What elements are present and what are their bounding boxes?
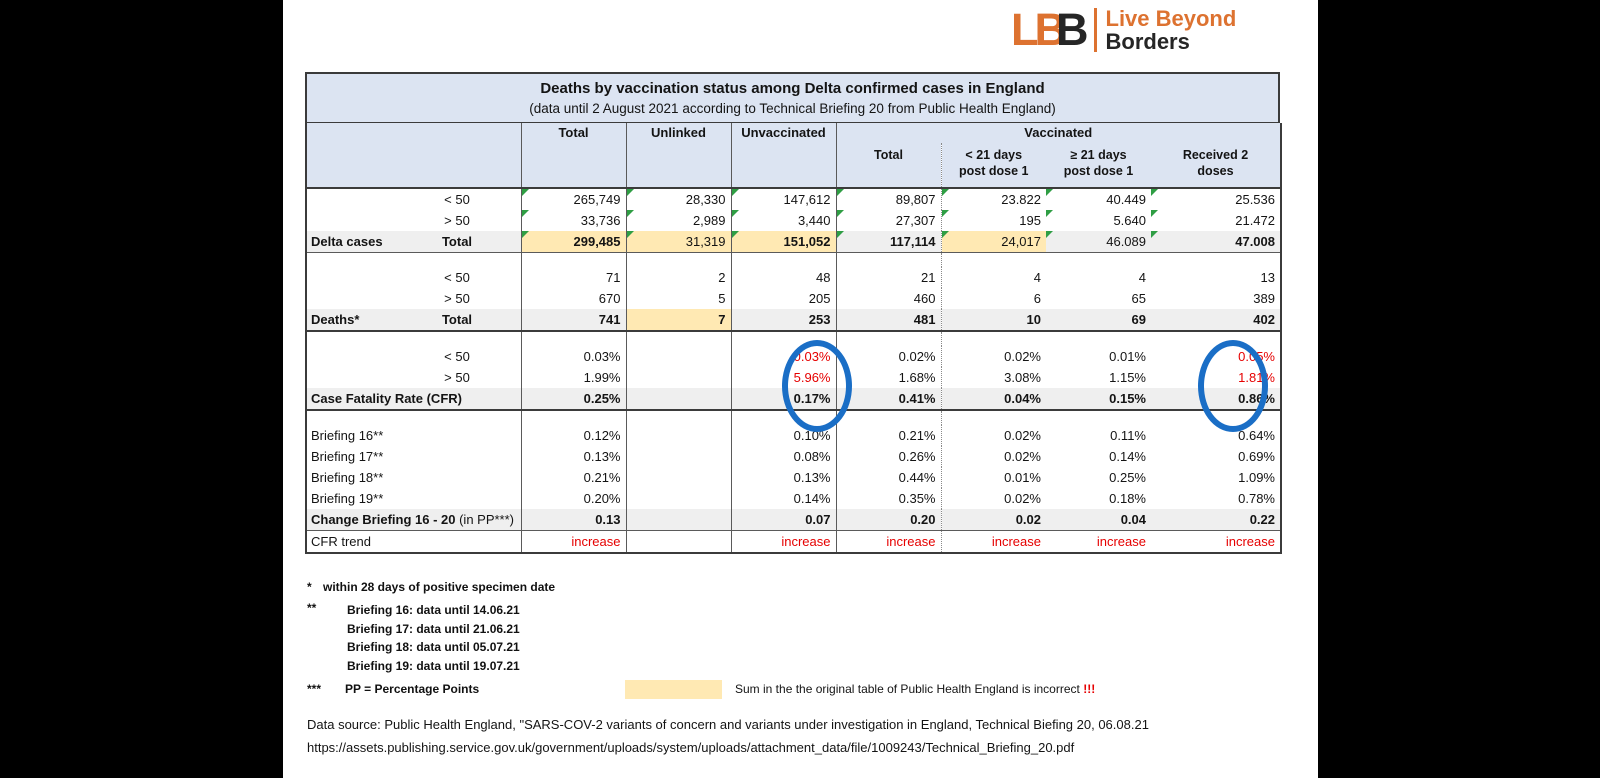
annotation-circle-unvaccinated-cfr xyxy=(782,340,852,432)
table-cell: 46.089 xyxy=(1046,231,1151,253)
table-cell: 28,330 xyxy=(626,188,731,210)
table-cell: 1.09% xyxy=(1238,470,1275,485)
table-row xyxy=(306,188,1281,210)
header-received-2-doses xyxy=(1151,143,1281,188)
table-cell: 0.69% xyxy=(1238,449,1275,464)
table-row xyxy=(306,231,1281,253)
table-cell: 0.15% xyxy=(1046,388,1151,410)
footnote-briefing-line: Briefing 18: data until 05.07.21 xyxy=(347,640,520,654)
table-cell: 205 xyxy=(731,288,836,309)
table-cell: 0.17% xyxy=(731,388,836,410)
table-cell xyxy=(521,410,626,425)
table-cell: increase xyxy=(1225,534,1275,549)
header-vaccinated-group: Vaccinated xyxy=(836,123,1281,143)
row-label-cell: > 50 xyxy=(444,370,470,385)
footnote-briefing-lines xyxy=(347,601,520,675)
table-row xyxy=(306,309,1281,331)
table-cell xyxy=(626,509,731,531)
row-label-cell xyxy=(306,410,521,425)
table-cell: 460 xyxy=(836,288,941,309)
table-cell: 1.68% xyxy=(836,367,941,388)
table-cell: 1.15% xyxy=(1109,370,1146,385)
table-cell xyxy=(1151,253,1281,268)
table-cell: 48 xyxy=(731,267,836,288)
highlight-note-exclamation: !!! xyxy=(1083,682,1096,696)
table-cell: 0.03% xyxy=(521,346,626,367)
table-cell: 402 xyxy=(1151,309,1281,331)
table-cell: 151,052 xyxy=(731,231,836,253)
header-line: post dose 1 xyxy=(959,164,1029,178)
table-cell xyxy=(941,331,1046,346)
table-cell: 0.78% xyxy=(1238,491,1275,506)
table-cell: 0.22 xyxy=(1151,509,1281,531)
table-cell: 670 xyxy=(521,288,626,309)
table-subtitle: (data until 2 August 2021 according to Technical Briefing 20 from Public Health England) xyxy=(529,101,1056,116)
table-cell: 4 xyxy=(941,267,1046,288)
data-table xyxy=(305,123,1282,554)
annotation-circle-received2doses-cfr xyxy=(1198,340,1268,432)
header-lt-21-days xyxy=(941,143,1046,188)
table-cell xyxy=(836,331,941,346)
table-cell: 0.26% xyxy=(836,446,941,467)
header-line: < 21 days xyxy=(965,148,1023,162)
header-unlinked: Unlinked xyxy=(626,123,731,188)
table-cell: 265,749 xyxy=(521,188,626,210)
row-label-cell: Briefing 16** xyxy=(311,428,384,443)
table-cell xyxy=(941,253,1046,268)
footnote-text: PP = Percentage Points xyxy=(345,682,480,696)
table-cell: 0.13% xyxy=(731,467,836,488)
header-line: Received 2 xyxy=(1182,148,1249,162)
table-cell: 31,319 xyxy=(626,231,731,253)
table-cell: 195 xyxy=(941,210,1046,231)
row-label-cell: < 50 xyxy=(444,192,470,207)
footnote-briefing-line: Briefing 17: data until 21.06.21 xyxy=(347,621,520,636)
table-cell: 65 xyxy=(1131,291,1146,306)
content-area xyxy=(283,0,1318,778)
table-cell: 0.25% xyxy=(521,388,626,410)
table-title-block xyxy=(305,72,1280,123)
footnote-pp xyxy=(307,682,479,696)
table-cell: 25.536 xyxy=(1151,188,1281,210)
row-label-cell: Briefing 19** xyxy=(311,491,384,506)
header-line: doses xyxy=(1197,164,1234,178)
table-row xyxy=(306,288,1281,309)
logo-name xyxy=(1106,7,1237,53)
table-cell: 5.96% xyxy=(731,367,836,388)
row-label-cell xyxy=(306,253,521,268)
table-cell: 0.64% xyxy=(1238,428,1275,443)
table-cell xyxy=(626,531,731,554)
live-beyond-borders-logo xyxy=(1011,6,1236,54)
row-label-cell: > 50 xyxy=(444,213,470,228)
table-row xyxy=(306,531,1281,554)
table-cell: 0.44% xyxy=(836,467,941,488)
table-cell: 2,989 xyxy=(626,210,731,231)
table-cell: 0.13% xyxy=(521,446,626,467)
table-cell: 0.02% xyxy=(941,425,1046,446)
lbb-logo-icon: LBB xyxy=(1011,4,1085,55)
table-cell: 0.14% xyxy=(1109,449,1146,464)
row-label-cell: > 50 xyxy=(444,291,470,306)
deaths-table xyxy=(305,72,1280,554)
table-cell xyxy=(626,253,731,268)
table-cell: 0.04% xyxy=(941,388,1046,410)
row-label-cell: Briefing 18** xyxy=(311,470,384,485)
table-cell: 21.472 xyxy=(1151,210,1281,231)
table-cell: 0.01% xyxy=(941,467,1046,488)
logo-divider xyxy=(1094,8,1097,52)
table-cell: 0.02% xyxy=(941,488,1046,509)
table-cell: 3,440 xyxy=(731,210,836,231)
table-cell xyxy=(626,388,731,410)
table-cell xyxy=(1046,331,1151,346)
table-cell xyxy=(626,425,731,446)
table-cell: 1.99% xyxy=(521,367,626,388)
row-label-cell: < 50 xyxy=(444,270,470,285)
table-cell: 0.21% xyxy=(836,425,941,446)
footnote-briefing-line: Briefing 19: data until 19.07.21 xyxy=(347,658,520,673)
table-row xyxy=(306,446,1281,467)
table-cell: increase xyxy=(941,531,1046,554)
header-row-1 xyxy=(306,123,1281,143)
highlight-legend-note xyxy=(735,682,1095,696)
table-cell: 741 xyxy=(521,309,626,331)
table-cell: increase xyxy=(836,531,941,554)
table-cell: increase xyxy=(521,531,626,554)
table-row xyxy=(306,210,1281,231)
table-cell: 0.02% xyxy=(836,346,941,367)
table-row xyxy=(306,253,1281,268)
table-cell: 147,612 xyxy=(731,188,836,210)
table-cell: 5.640 xyxy=(1046,210,1151,231)
table-cell: 69 xyxy=(1046,309,1151,331)
table-cell: 0.12% xyxy=(521,425,626,446)
table-cell: 0.20 xyxy=(836,509,941,531)
table-cell: 0.03% xyxy=(731,346,836,367)
header-line: Total xyxy=(874,148,903,162)
table-cell: 0.86% xyxy=(1151,388,1281,410)
table-cell: 0.02% xyxy=(941,346,1046,367)
table-cell: 0.18% xyxy=(1109,491,1146,506)
row-label-cell xyxy=(306,331,521,346)
table-cell: 10 xyxy=(941,309,1046,331)
header-line: post dose 1 xyxy=(1063,164,1134,178)
footnote-marker: *** xyxy=(307,682,322,696)
table-cell xyxy=(626,467,731,488)
header-line: ≥ 21 days xyxy=(1070,148,1127,162)
table-cell: 481 xyxy=(836,309,941,331)
table-row xyxy=(306,509,1281,531)
table-cell: 47.008 xyxy=(1151,231,1281,253)
highlight-legend-swatch xyxy=(625,680,722,699)
table-cell xyxy=(626,488,731,509)
table-row xyxy=(306,267,1281,288)
table-cell: 389 xyxy=(1253,291,1275,306)
table-cell: 0.21% xyxy=(521,467,626,488)
table-cell: 89,807 xyxy=(836,188,941,210)
table-cell xyxy=(626,346,731,367)
table-cell xyxy=(836,253,941,268)
header-unvaccinated: Unvaccinated xyxy=(731,123,836,188)
table-cell xyxy=(626,331,731,346)
table-cell: 0.01% xyxy=(1109,349,1146,364)
table-title: Deaths by vaccination status among Delta confirmed cases in England xyxy=(540,80,1045,97)
row-label-cell: Case Fatality Rate (CFR) xyxy=(306,388,521,410)
row-label-cell: Change Briefing 16 - 20 (in PP***) xyxy=(306,509,521,531)
table-cell: 0.41% xyxy=(836,388,941,410)
row-label-cell: < 50 xyxy=(444,349,470,364)
table-cell: 7 xyxy=(626,309,731,331)
header-blank-cell xyxy=(306,123,521,188)
header-vaccinated-total xyxy=(836,143,941,188)
table-cell: 117,114 xyxy=(836,231,941,253)
footnote-specimen-date xyxy=(307,580,555,594)
source-url: https://assets.publishing.service.gov.uk/government/uploads/system/uploads/attachment_data/file/1009243/Technical_Briefing_20.pdf xyxy=(307,740,1075,755)
table-cell: 0.04 xyxy=(1046,509,1151,531)
row-label-cell: CFR trend xyxy=(311,534,371,549)
logo-name-line1: Live Beyond xyxy=(1105,6,1237,31)
table-cell xyxy=(626,367,731,388)
table-cell: 0.14% xyxy=(731,488,836,509)
table-cell: 0.02% xyxy=(941,446,1046,467)
table-cell xyxy=(1046,253,1151,268)
header-total: Total xyxy=(521,123,626,188)
table-cell: increase xyxy=(1096,534,1146,549)
row-label-cell: Deaths* Total xyxy=(306,309,521,331)
row-label-cell: Briefing 17** xyxy=(311,449,384,464)
table-cell: 253 xyxy=(731,309,836,331)
table-cell: 3.08% xyxy=(941,367,1046,388)
table-cell: 40.449 xyxy=(1046,188,1151,210)
table-cell: increase xyxy=(731,531,836,554)
table-cell: 24,017 xyxy=(941,231,1046,253)
table-cell: 6 xyxy=(941,288,1046,309)
logo-name-line2: Borders xyxy=(1105,29,1190,54)
table-cell xyxy=(521,331,626,346)
table-cell: 2 xyxy=(626,267,731,288)
header-ge-21-days xyxy=(1046,143,1151,188)
table-cell xyxy=(626,446,731,467)
table-cell xyxy=(1151,331,1281,346)
table-cell: 0.02 xyxy=(941,509,1046,531)
table-cell: 4 xyxy=(1138,270,1146,285)
table-cell: 0.07 xyxy=(731,509,836,531)
table-cell xyxy=(941,410,1046,425)
table-cell: 1.81% xyxy=(1238,370,1275,385)
footnote-text: within 28 days of positive specimen date xyxy=(323,580,556,594)
table-cell: 5 xyxy=(626,288,731,309)
table-cell: 13 xyxy=(1260,270,1275,285)
highlight-note-text: Sum in the the original table of Public Health England is incorrect xyxy=(735,682,1080,696)
footnote-marker: * xyxy=(307,580,312,594)
table-row xyxy=(306,425,1281,446)
table-cell: 21 xyxy=(836,267,941,288)
table-cell: 0.10% xyxy=(731,425,836,446)
table-cell xyxy=(836,410,941,425)
table-cell: 27,307 xyxy=(836,210,941,231)
table-row xyxy=(306,331,1281,346)
table-cell: 0.13 xyxy=(521,509,626,531)
table-cell xyxy=(731,253,836,268)
table-row xyxy=(306,467,1281,488)
table-row xyxy=(306,488,1281,509)
table-cell: 0.08% xyxy=(731,446,836,467)
data-source-block xyxy=(307,713,1149,759)
source-line: Data source: Public Health England, "SARS-COV-2 variants of concern and variants under investigation in England, Technical Biefing 20, 06.08.21 xyxy=(307,717,1149,732)
table-cell: 33,736 xyxy=(521,210,626,231)
row-label-cell: Delta cases Total xyxy=(306,231,521,253)
table-cell: 0.11% xyxy=(1110,428,1146,443)
table-cell: 0.20% xyxy=(521,488,626,509)
table-cell: 71 xyxy=(521,267,626,288)
table-cell: 23.822 xyxy=(941,188,1046,210)
table-cell: 299,485 xyxy=(521,231,626,253)
table-cell: 0.25% xyxy=(1109,470,1146,485)
footnote-briefing-line: Briefing 16: data until 14.06.21 xyxy=(347,603,520,617)
table-cell xyxy=(1046,410,1151,425)
table-cell xyxy=(626,410,731,425)
footnote-marker: ** xyxy=(307,601,317,615)
table-cell: 0.35% xyxy=(836,488,941,509)
table-cell xyxy=(521,253,626,268)
table-cell: 0.05% xyxy=(1238,349,1275,364)
